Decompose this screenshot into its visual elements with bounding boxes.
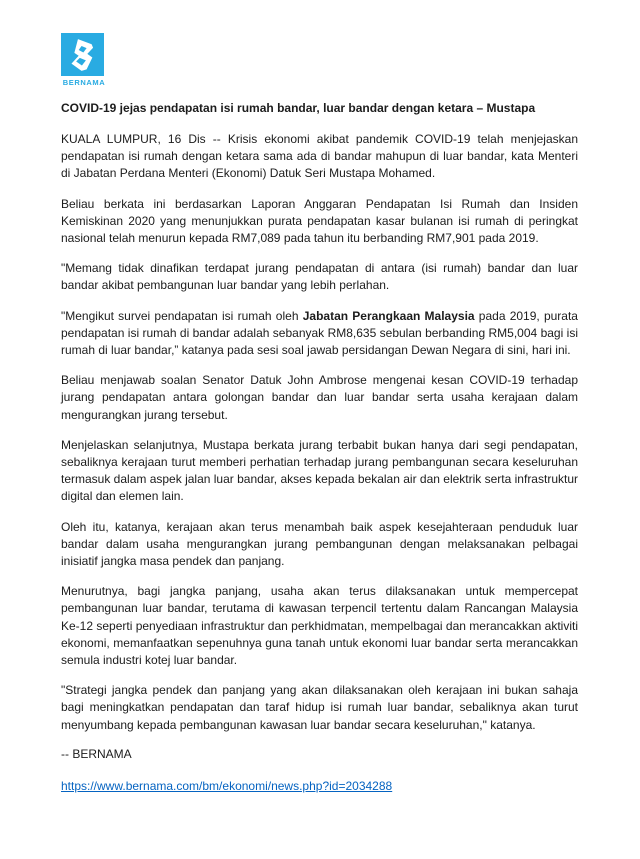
paragraph: Oleh itu, katanya, kerajaan akan terus menambah baik aspek kesejahteraan penduduk luar bandar dalam usaha mengurangkan jurang pembangunan dengan melaksanakan pelbagai inisiatif jangka masa pendek dan panjang. <box>61 519 578 569</box>
paragraph: Beliau berkata ini berdasarkan Laporan Anggaran Pendapatan Isi Rumah dan Insiden Kemiskinan 2020 yang menunjukkan purata pendapatan kasar bulanan isi rumah di peringkat nasional telah menurun kepada RM7,089 pada tahun itu berbanding RM7,901 pada 2019. <box>61 196 578 246</box>
article-body <box>61 131 578 734</box>
bernama-b-icon <box>61 33 104 76</box>
paragraph: Menurutnya, bagi jangka panjang, usaha akan terus dilaksanakan untuk mempercepat pembangunan luar bandar, terutama di kawasan terpencil tertentu dalam Rancangan Malaysia Ke-12 seperti penyediaan infrastruktur dan perkhidmatan, mempelbagai dan merancakkan aktiviti ekonomi, memanfaatkan sepenuhnya guna tanah untuk ekonomi luar bandar serta merancakkan semula industri kotej luar bandar. <box>61 584 578 668</box>
paragraph: Menjelaskan selanjutnya, Mustapa berkata jurang terbabit bukan hanya dari segi pendapatan, sebaliknya kerajaan turut memberi perhatian terhadap jurang pembangunan secara keseluruhan termasuk dalam aspek jalan luar bandar, akses kepada bekalan air dan elektrik serta infrastruktur digital dan elemen lain. <box>61 437 578 504</box>
paragraph: "Memang tidak dinafikan terdapat jurang pendapatan di antara (isi rumah) bandar dan luar bandar akibat pembangunan luar bandar yang lebih perlahan. <box>61 261 578 293</box>
bernama-logo <box>61 33 107 87</box>
bernama-wordmark: BERNAMA <box>62 78 106 87</box>
article-link[interactable]: https://www.bernama.com/bm/ekonomi/news.php?id=2034288 <box>61 778 393 793</box>
byline: -- BERNAMA <box>61 746 132 761</box>
paragraph: Beliau menjawab soalan Senator Datuk John Ambrose mengenai kesan COVID-19 terhadap jurang pendapatan antara golongan bandar dan luar bandar serta usaha kerajaan dalam mengurangkan jurang tersebut. <box>61 373 578 422</box>
article-headline: COVID-19 jejas pendapatan isi rumah bandar, luar bandar dengan ketara – Mustapa <box>61 101 536 115</box>
paragraph: KUALA LUMPUR, 16 Dis -- Krisis ekonomi akibat pandemik COVID-19 telah menjejaskan pendapatan isi rumah dengan ketara sama ada di bandar mahupun di luar bandar, kata Menteri di Jabatan Perdana Menteri (Ekonomi) Datuk Seri Mustapa Mohamed. <box>61 132 578 181</box>
paragraph: "Mengikut survei pendapatan isi rumah oleh Jabatan Perangkaan Malaysia pada 2019, purata pendapatan isi rumah di bandar adalah sebanyak RM8,635 sebulan berbanding RM5,004 bagi isi rumah di luar bandar,” katanya pada sesi soal jawab persidangan Dewan Negara di sini, hari ini. <box>61 308 578 358</box>
paragraph: "Strategi jangka pendek dan panjang yang akan dilaksanakan oleh kerajaan ini bukan sahaja bagi meningkatkan pendapatan dan taraf hidup isi rumah luar bandar, sebaliknya akan turut menyumbang kepada pembangunan kawasan luar bandar secara keseluruhan," katanya. <box>61 683 578 732</box>
